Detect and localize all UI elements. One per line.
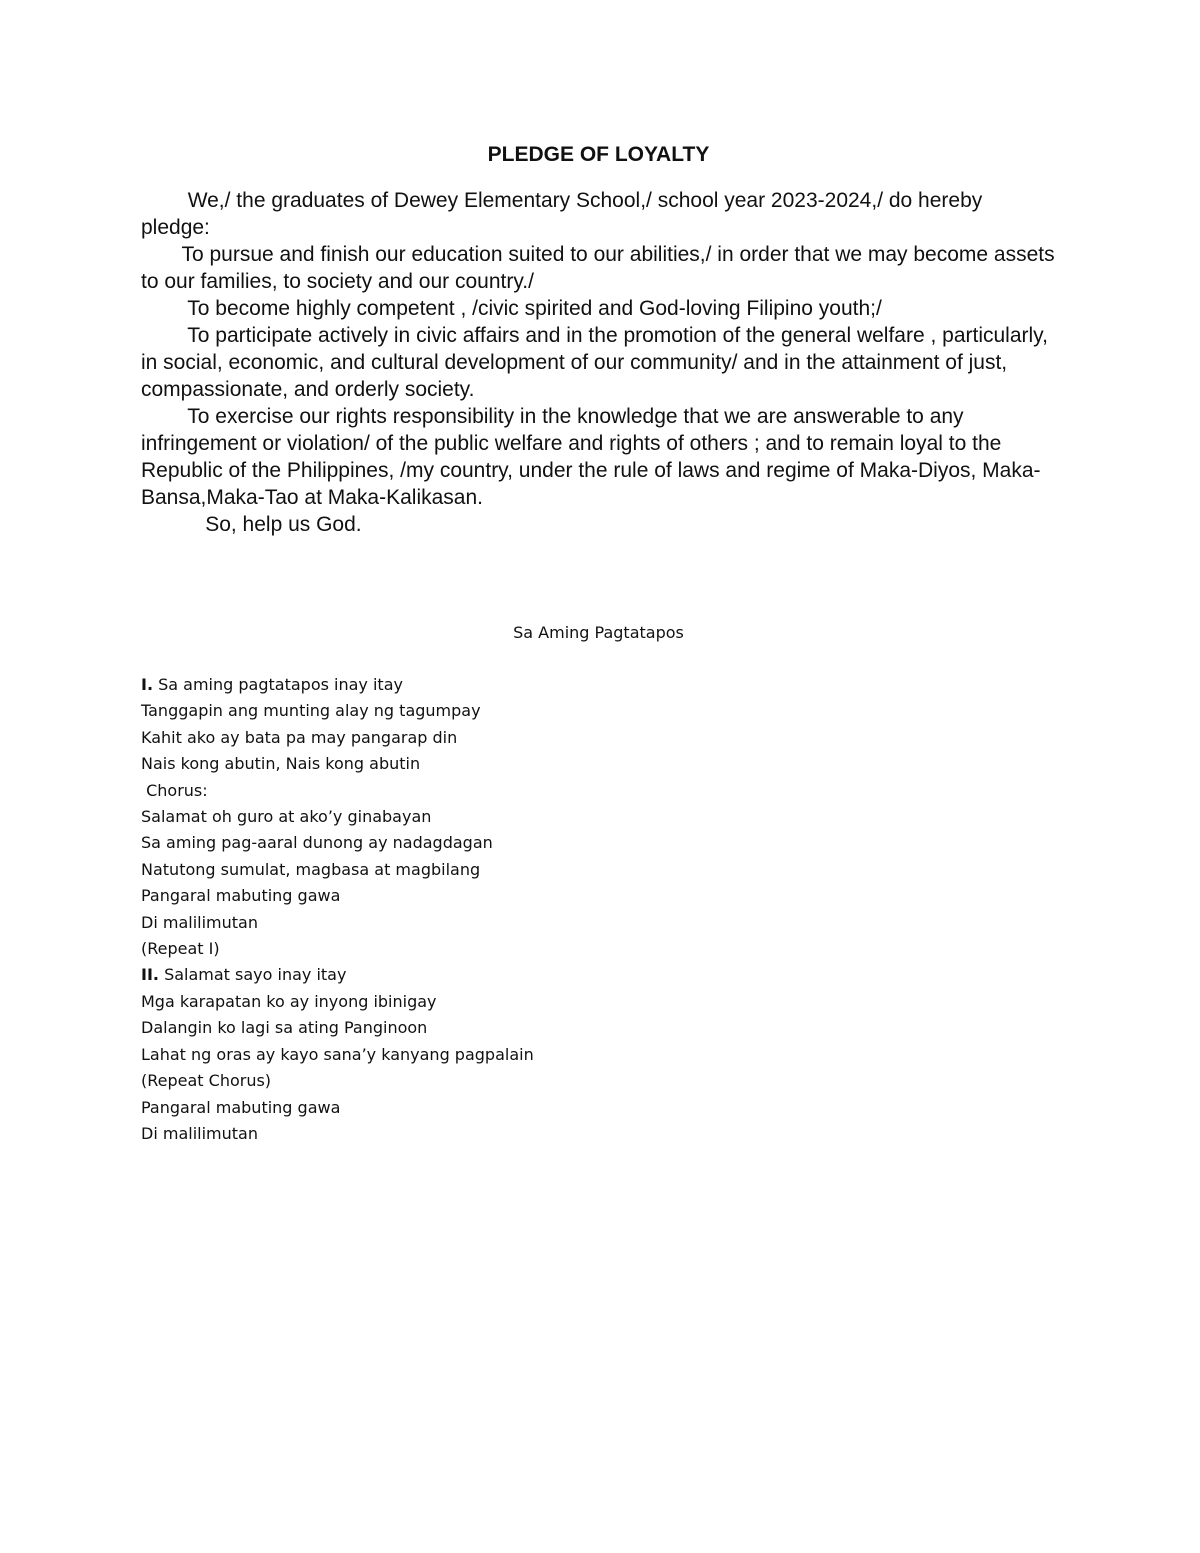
lyric-text: Chorus: [141, 780, 208, 800]
pledge-paragraph [141, 187, 1056, 241]
lyric-text: Pangaral mabuting gawa [141, 886, 341, 906]
lyric-line [141, 830, 1056, 856]
lyric-text: (Repeat Chorus) [141, 1071, 272, 1091]
lyric-line [141, 751, 1056, 777]
lyric-text: (Repeat I) [141, 939, 220, 959]
lyric-line [141, 883, 1056, 909]
paragraph-indent [141, 513, 205, 536]
lyric-line [141, 778, 1056, 804]
lyric-line [141, 989, 1056, 1015]
pledge-paragraph [141, 295, 1056, 322]
lyric-line [141, 1121, 1056, 1147]
paragraph-indent [141, 189, 188, 212]
song-title: Sa Aming Pagtatapos [513, 623, 684, 642]
lyric-text: Tanggapin ang munting alay ng tagumpay [141, 701, 481, 721]
lyric-line [141, 725, 1056, 751]
lyric-text: Sa aming pag-aaral dunong ay nadagdagan [141, 833, 493, 853]
paragraph-indent [141, 297, 187, 320]
verse-number: I. [141, 675, 154, 694]
pledge-section [141, 141, 1056, 538]
pledge-title: PLEDGE OF LOYALTY [487, 143, 710, 166]
paragraph-indent [141, 243, 181, 266]
lyric-line [141, 936, 1056, 962]
lyric-text: Sa aming pagtatapos inay itay [153, 675, 403, 694]
lyric-line [141, 1068, 1056, 1094]
pledge-body [141, 187, 1056, 538]
pledge-paragraph [141, 511, 1056, 538]
lyric-line [141, 857, 1056, 883]
pledge-paragraph-text: To become highly competent , /civic spirited and God-loving Filipino youth;/ [187, 297, 882, 320]
lyric-text: Di malilimutan [141, 912, 258, 932]
lyric-text: Salamat oh guro at ako’y ginabayan [141, 807, 432, 827]
lyric-line [141, 1095, 1056, 1121]
lyric-line [141, 910, 1056, 936]
pledge-paragraph-text: To pursue and finish our education suited to our abilities,/ in order that we may become assets to our families, to society and our country./ [141, 243, 1055, 293]
lyric-text: Salamat sayo inay itay [158, 965, 347, 985]
lyric-text: Lahat ng oras ay kayo sana’y kanyang pagpalain [141, 1044, 534, 1064]
lyric-line [141, 1042, 1056, 1068]
lyric-line [141, 672, 1056, 698]
lyric-line [141, 804, 1056, 830]
paragraph-indent [141, 405, 187, 428]
pledge-paragraph-text: We,/ the graduates of Dewey Elementary School,/ school year 2023-2024,/ do hereby pledge: [141, 189, 983, 239]
song-lyrics [141, 672, 1056, 1147]
lyric-text: Kahit ako ay bata pa may pangarap din [141, 727, 458, 747]
pledge-paragraph [141, 403, 1056, 511]
verse-number: II. [141, 965, 159, 985]
song-section [141, 620, 1056, 1147]
pledge-paragraph [141, 241, 1056, 295]
lyric-text: Natutong sumulat, magbasa at magbilang [141, 859, 481, 879]
paragraph-indent [141, 324, 187, 347]
pledge-paragraph [141, 322, 1056, 403]
pledge-paragraph-text: To exercise our rights responsibility in the knowledge that we are answerable to any infringement or violation/ of the public welfare and rights of others ; and to remain loyal to the Republic of the Philippines, /my country, under the rule of laws and regime of Maka-Diyos, Maka-Bansa,Maka-Tao at Maka-Kalikasan. [141, 405, 1041, 509]
lyric-line [141, 1015, 1056, 1041]
pledge-paragraph-text: To participate actively in civic affairs and in the promotion of the general welfare , particularly, in social, economic, and cultural development of our community/ and in the attainment of just, compassionate, and orderly society. [141, 324, 1048, 401]
pledge-paragraph-text: So, help us God. [205, 513, 362, 536]
lyric-line [141, 962, 1056, 988]
lyric-text: Pangaral mabuting gawa [141, 1097, 341, 1117]
lyric-text: Dalangin ko lagi sa ating Panginoon [141, 1018, 428, 1038]
lyric-text: Di malilimutan [141, 1123, 258, 1143]
lyric-text: Nais kong abutin, Nais kong abutin [141, 754, 421, 774]
lyric-text: Mga karapatan ko ay inyong ibinigay [141, 991, 437, 1011]
lyric-line [141, 698, 1056, 724]
